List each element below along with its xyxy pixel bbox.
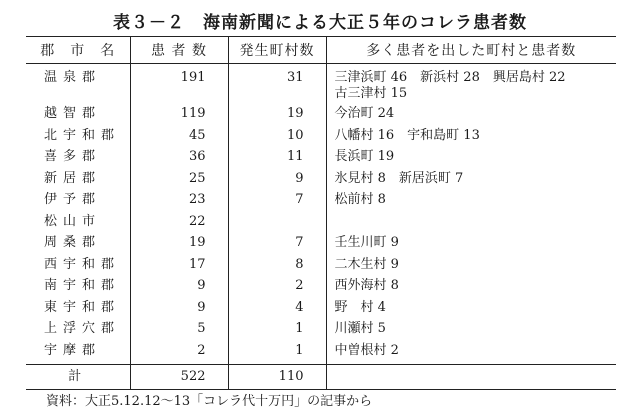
village-count (228, 214, 326, 236)
village-count: 19 (228, 106, 326, 128)
table-row (26, 343, 616, 365)
village-count: 8 (228, 257, 326, 279)
table-row (26, 149, 616, 171)
patient-count: 23 (130, 192, 228, 214)
top-villages: 長浜町 19 (326, 149, 616, 171)
table-row (26, 171, 616, 193)
district-name: 上浮穴郡 (44, 321, 121, 336)
header-district: 郡 市 名 (26, 37, 130, 64)
table-row (26, 235, 616, 257)
table-row (26, 106, 616, 128)
top-villages: 三津浜町 46 新浜村 28 興居島村 22 古三津村 15 (326, 64, 616, 107)
table-row (26, 128, 616, 150)
table-row (26, 64, 616, 107)
table-row (26, 257, 616, 279)
top-villages: 野 村 4 (326, 300, 616, 322)
patient-count: 22 (130, 214, 228, 236)
patient-count: 9 (130, 278, 228, 300)
village-count: 7 (228, 235, 326, 257)
table-row (26, 214, 616, 236)
district-name: 越智郡 (44, 106, 102, 121)
patient-count: 25 (130, 171, 228, 193)
top-villages: 二木生村 9 (326, 257, 616, 279)
top-villages: 氷見村 8 新居浜町 7 (326, 171, 616, 193)
table-row (26, 321, 616, 343)
patient-count: 36 (130, 149, 228, 171)
district-name: 喜多郡 (44, 149, 102, 164)
district-name: 東宇和郡 (44, 299, 121, 315)
top-villages: 松前村 8 (326, 192, 616, 214)
district-name: 宇摩郡 (44, 342, 102, 358)
total-label: 計 (26, 365, 130, 390)
district-name: 南宇和郡 (44, 278, 121, 293)
patient-count: 17 (130, 257, 228, 279)
village-count: 1 (228, 321, 326, 343)
header-villages: 発生町村数 (228, 37, 326, 64)
source-note: 資料：大正5.12.12～13「コレラ代十万円」の記事から (46, 394, 373, 409)
table-body (26, 64, 616, 390)
top-villages: 壬生川町 9 (326, 235, 616, 257)
total-row (26, 365, 616, 390)
village-count: 10 (228, 128, 326, 150)
village-count: 31 (228, 64, 326, 107)
top-villages: 中曽根村 2 (326, 343, 616, 365)
table-row (26, 300, 616, 322)
district-name: 温泉郡 (44, 70, 102, 85)
patient-count: 19 (130, 235, 228, 257)
top-villages: 西外海村 8 (326, 278, 616, 300)
patient-count: 2 (130, 343, 228, 365)
district-name: 伊予郡 (44, 192, 102, 207)
village-count: 11 (228, 149, 326, 171)
village-count: 1 (228, 343, 326, 365)
village-count: 4 (228, 300, 326, 322)
village-count: 2 (228, 278, 326, 300)
header-patients: 患 者 数 (130, 37, 228, 64)
top-villages: 八幡村 16 宇和島町 13 (326, 128, 616, 150)
table-row (26, 278, 616, 300)
top-villages (326, 214, 616, 236)
patient-count: 119 (130, 106, 228, 128)
patient-count: 5 (130, 321, 228, 343)
district-name: 北宇和郡 (44, 127, 121, 143)
header-row (26, 37, 616, 64)
total-patients: 522 (130, 365, 228, 390)
patient-count: 191 (130, 64, 228, 107)
total-top (326, 365, 616, 390)
top-villages: 川瀬村 5 (326, 321, 616, 343)
header-top-villages: 多く患者を出した町村と患者数 (326, 37, 616, 64)
table-title: 表３－２ 海南新聞による大正５年のコレラ患者数 (113, 13, 527, 33)
patient-count: 9 (130, 300, 228, 322)
patient-count: 45 (130, 128, 228, 150)
table-row (26, 192, 616, 214)
district-name: 新居郡 (44, 170, 102, 186)
total-villages: 110 (228, 365, 326, 390)
district-name: 松山市 (44, 213, 102, 229)
village-count: 7 (228, 192, 326, 214)
district-name: 周桑郡 (44, 235, 102, 250)
district-name: 西宇和郡 (44, 256, 121, 272)
top-villages: 今治町 24 (326, 106, 616, 128)
cholera-table (26, 36, 616, 390)
village-count: 9 (228, 171, 326, 193)
